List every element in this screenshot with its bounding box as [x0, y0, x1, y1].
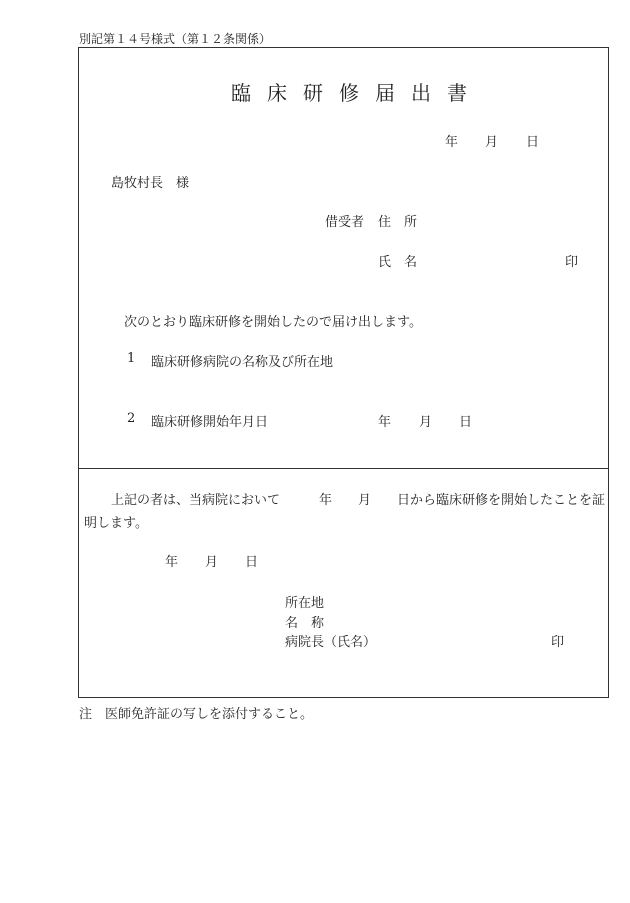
- form-title: 臨床研修届出書: [231, 81, 483, 105]
- submission-date-day: 日: [526, 135, 540, 150]
- start-date-month: 月: [419, 415, 433, 430]
- applicant-seal: 印: [565, 255, 579, 270]
- start-date-day: 日: [459, 415, 473, 430]
- item-1-label: 臨床研修病院の名称及び所在地: [151, 355, 334, 370]
- section-divider: [78, 468, 609, 469]
- hospital-seal: 印: [551, 635, 565, 650]
- item-2-number: 2: [127, 411, 136, 426]
- cert-date-day: 日: [245, 555, 259, 570]
- hospital-name-label: 名 称: [285, 616, 325, 631]
- addressee: 島牧村長 様: [111, 176, 190, 191]
- footnote: 注 医師免許証の写しを添付すること。: [79, 707, 314, 722]
- submission-date-month: 月: [485, 135, 499, 150]
- certification-text: 上記の者は、当病院において 年 月 日から臨床研修を開始したことを証明します。: [84, 493, 606, 531]
- applicant-address-label: 住 所: [378, 215, 418, 230]
- start-date-year: 年: [378, 415, 392, 430]
- form-number: 別記第１４号様式（第１２条関係）: [79, 32, 272, 46]
- submission-date-year: 年: [445, 135, 459, 150]
- item-2-label: 臨床研修開始年月日: [151, 415, 269, 430]
- applicant-role: 借受者: [325, 215, 365, 230]
- cert-date-month: 月: [205, 555, 219, 570]
- hospital-location-label: 所在地: [285, 596, 325, 611]
- cert-date-year: 年: [165, 555, 179, 570]
- applicant-name-label: 氏 名: [378, 255, 418, 270]
- hospital-director-label: 病院長（氏名）: [285, 635, 377, 650]
- statement-text: 次のとおり臨床研修を開始したので届け出します。: [124, 315, 422, 330]
- item-1-number: 1: [127, 351, 136, 366]
